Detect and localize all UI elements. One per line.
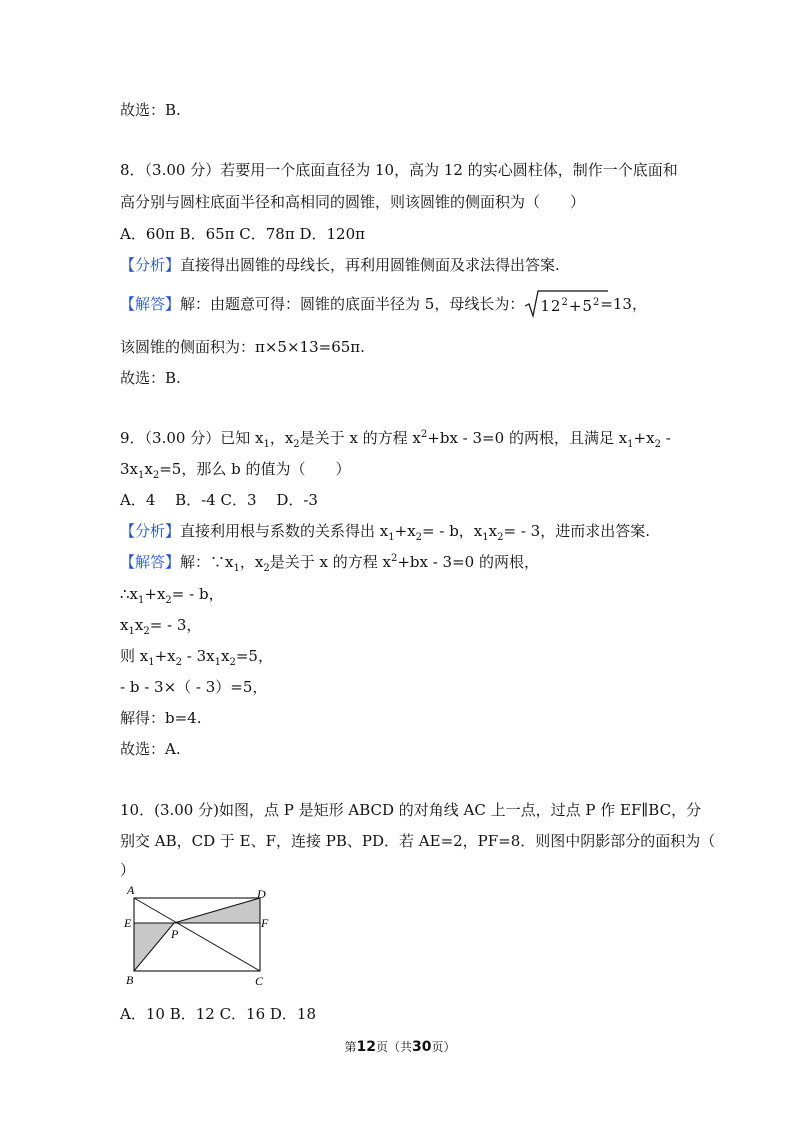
rectangle-figure (118, 884, 278, 994)
question-9-text: 9．（3.00 分）已知 $x_1$，$x_2$是关于 x 的方程 $x^2+bx$ ‐ 3=0 的两根，且满足 $x_1+x_2$ ‐ (120, 429, 671, 450)
question-8-analysis (120, 255, 560, 275)
label-d: D (257, 887, 266, 901)
analysis-text: 直接得出圆锥的母线长，再利用圆锥侧面及求法得出答案. (180, 256, 560, 274)
geometry-diagram (118, 884, 278, 990)
question-9-analysis: 【分析】直接利用根与系数的关系得出 $x_1+x_2=$ ‐ b，$x_1x_2=$ ‐ 3，进而求出答案. (120, 522, 650, 543)
label-a: A (127, 884, 135, 897)
exponent: 2 (561, 297, 569, 308)
page-number: 12 (356, 1039, 376, 1055)
label-e: E (124, 916, 132, 930)
solution-step: 则 $x_1+x_2$ ‐ $3x_1x_2=5$， (120, 647, 273, 668)
question-9-text-cont: $3x_1x_2=5$，那么 b 的值为（ ） (120, 460, 351, 481)
question-9-answer: 故选：A. (120, 740, 181, 758)
exponent: 2 (592, 297, 601, 308)
question-10-text-cont: 别交 AB，CD 于 E、F，连接 PB、PD．若 AE=2，PF=8．则图中阴影部分的面积为（ (120, 832, 716, 850)
label-f: F (261, 916, 269, 930)
solution-text: 解：由题意可得：圆锥的底面半径为 5，母线长为： (180, 295, 525, 313)
square-root-expression (524, 292, 600, 318)
analysis-tag: 【分析】 (120, 522, 181, 540)
label-p: P (171, 927, 179, 941)
solution-step: $\therefore x_1+x_2=$ ‐ b， (120, 585, 224, 606)
solution-tag: 【解答】 (120, 295, 181, 313)
page-footer: 第12页（共30页） (344, 1039, 456, 1055)
question-9-solution: 【解答】解：$\because x_1$，$x_2$是关于 x 的方程 $x^2+bx$ ‐ 3=0 的两根， (120, 553, 539, 574)
radicand-rest: +5 (568, 297, 593, 315)
solution-step: $x_1x_2=$ ‐ 3， (120, 616, 202, 637)
radicand-base: 12 (540, 297, 562, 315)
question-9-options: A．4 B．‐4 C．3 D．‐3 (120, 491, 318, 509)
question-8-lateral-area: 该圆锥的侧面积为：π×5×13=65π. (120, 338, 365, 356)
question-10-text: 10．(3.00 分)如图，点 P 是矩形 ABCD 的对角线 AC 上一点，过点 P 作 EF∥BC，分 (120, 801, 702, 819)
solution-tag: 【解答】 (120, 553, 181, 571)
label-b: B (126, 973, 134, 987)
solution-result: =13， (600, 295, 647, 313)
analysis-tag: 【分析】 (120, 256, 181, 274)
solution-step: ‐ b ‐ 3×（ ‐ 3）=5， (120, 678, 268, 696)
label-c: C (255, 974, 264, 988)
radical-sign-icon (524, 290, 608, 318)
question-8-solution (120, 292, 647, 318)
question-10-options: A．10 B．12 C．16 D．18 (120, 1005, 317, 1023)
question-8-text: 8．（3.00 分）若要用一个底面直径为 10，高为 12 的实心圆柱体，制作一个底面和 (120, 161, 678, 179)
answer-line: 故选：B. (120, 101, 181, 119)
question-8-text-cont: 高分别与圆柱底面半径和高相同的圆锥，则该圆锥的侧面积为（ ） (120, 193, 586, 211)
total-pages: 30 (412, 1039, 432, 1055)
question-8-answer: 故选：B. (120, 369, 181, 387)
question-10-text-end: ） (120, 861, 136, 879)
question-8-options: A．60π B．65π C．78π D．120π (120, 225, 365, 243)
solution-step: 解得：b=4. (120, 709, 202, 727)
